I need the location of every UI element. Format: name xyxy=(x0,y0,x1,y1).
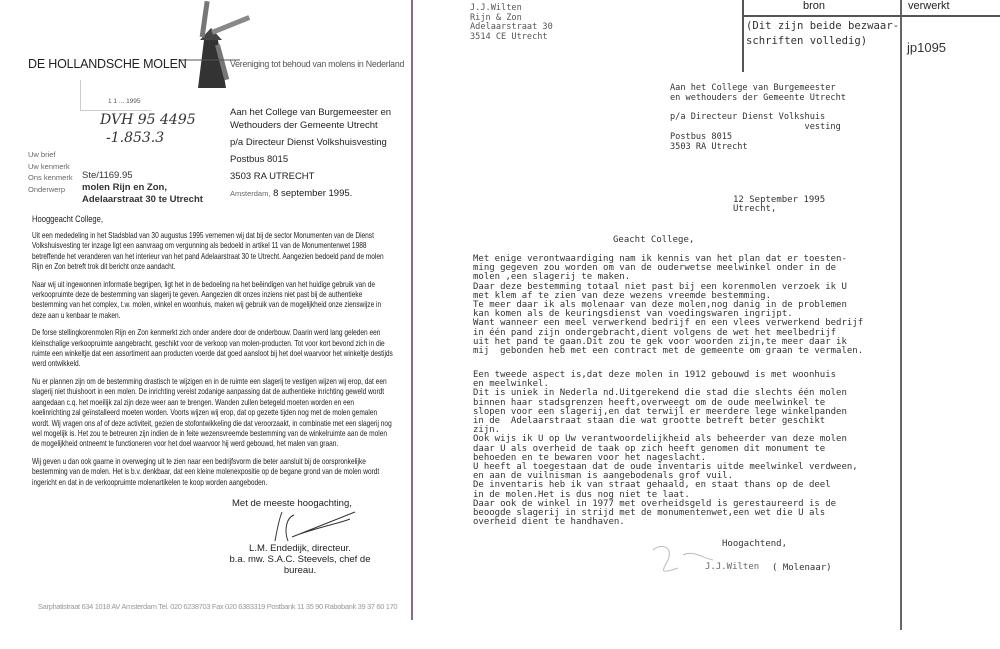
onderwerp-line-2: Adelaarstraat 30 te Utrecht xyxy=(82,194,203,205)
signatories xyxy=(215,543,385,576)
recipient-line: Postbus 8015 xyxy=(230,154,289,165)
uw-brief-label: Uw brief xyxy=(28,150,56,159)
org-name: DE HOLLANDSCHE MOLEN xyxy=(28,57,187,71)
page-edge xyxy=(411,0,413,620)
body-paragraph: De forse stellingkorenmolen Rijn en Zon kenmerkt zich onder andere door de onderbouw. Daarin werd lang geleden een kleinschalige verkoopruimte aangebracht, geschikt voor de verkoop van molen-producten. Tot voor kort bevond zich in die ruimte een winkeltje dat een assortiment aan producten voerde dat goed aansloot bij het doel waarvoor het winkeltje destijds werd ontwikkeld. xyxy=(32,328,393,369)
signature-icon xyxy=(270,509,360,543)
recipient-address xyxy=(230,107,391,184)
body-paragraph: Een tweede aspect is,dat deze molen in 1912 gebouwd is met woonhuis en meelwinkel. Dit is uniek in Nederla nd.Uitgerekend die stad die slechts één molen binnen haar stadsgrenzen heeft,overweegt om de oude meelwinkel te slopen voor een slagerij,en dat terwijl er meerdere lege winkelpanden in de Adelaarstraat staan die wat grootte betreft beter geschikt zijn. Ook wijs ik U op Uw verantwoordelijkheid als beheerder van deze molen daar U als overheid de taak op zich heeft genomen dit monument te behoeden en te bewaren voor het nageslacht. U heeft al toegestaan dat de oude inventaris uitde meelwinkel verdween, en aan de vuilnisman is aangebodenals grof vuil. De inventaris heb ik van straat gehaald, en staat thans op de deel in de molen.Het is dus nog niet te laat. Daar ook de winkel in 1977 met overheidsgeld is gerestaureerd is de beoogde slagerij in strijd met de monumentenwet,een wet die U als overheid dient te handhaven. xyxy=(473,370,858,528)
handwritten-number: -1.853.3 xyxy=(106,130,165,146)
closing: Hoogachtend, xyxy=(722,539,788,549)
ons-kenmerk-label: Ons kenmerk xyxy=(28,173,73,182)
onderwerp-label: Onderwerp xyxy=(28,185,66,194)
org-tagline: Vereniging tot behoud van molens in Nederland xyxy=(230,59,405,69)
receipt-stamp xyxy=(80,80,151,111)
place-label: Amsterdam, xyxy=(230,189,271,198)
box-divider xyxy=(900,0,902,630)
body-text xyxy=(32,214,394,488)
signature-name: J.J.Wilten xyxy=(705,562,760,572)
body-paragraph: Met enige verontwaardiging nam ik kennis van het plan dat er toesten- ming gegeven zou worden om van de ouderwetse meelwinkel onder in de molen ,een slagerij te maken. Daar deze bestemming totaal niet past bij een korenmolen verzoek ik U met klem af te zien van deze wezens vreemde bestemming. Te meer daar ik als molenaar van deze molen,nog danig in de problemen kan komen als de keuringsdienst van voedingswaren ingrijpt. Want wanneer een meel verwerkend bedrijf en een vlees verwerkend bedrijf in één pand zijn ondergebracht,dient volgens de wet het meelbedrijf uit het pand te gaan.Dit zou te gek voor woorden zijn,te meer daar ik mij gebonden heb met een contract met de gemeente om graan te vermalen. xyxy=(473,254,864,357)
body-paragraph: Naar wij uit ingewonnen informatie begrijpen, ligt het in de bedoeling na het beëindigen van het huidige gebruik van de verkoopruimte deze de bestemming van slagerij te geven. Aangezien dit onzes inziens niet past bij de authentieke bestemming van het complex, t.w. molen, winkel en woonhuis, maken wij gebruik van de mogelijkheid onze zienswijze in deze aan u kenbaar te maken. xyxy=(32,279,382,320)
signatory-chef: b.a. mw. S.A.C. Steevels, chef de bureau. xyxy=(229,553,371,576)
verwerkt-code: jp1095 xyxy=(907,40,947,55)
handwritten-reference: DVH 95 4495 xyxy=(100,112,196,128)
closing: Met de meeste hoogachting, xyxy=(232,497,352,509)
ons-kenmerk-value: Ste/1169.95 xyxy=(82,170,133,181)
signatory-director: L.M. Endedijk, directeur. xyxy=(249,542,351,554)
date-value: 8 september 1995. xyxy=(273,188,353,199)
column-verwerkt: verwerkt xyxy=(908,0,950,12)
archive-note: (Dit zijn beide bezwaar- schriften volledig) xyxy=(746,20,900,47)
stamp-date: 1 1 ... 1995 xyxy=(108,98,141,105)
box-divider xyxy=(742,0,744,72)
letter-date: 12 September 1995 Utrecht, xyxy=(733,195,826,215)
uw-kenmerk-label: Uw kenmerk xyxy=(28,162,70,171)
body-paragraph: Wij geven u dan ook gaarne in overweging uit te zien naar een bedrijfsvorm die beter aansluit bij de oorspronkelijke bestemming van de molen. Het is b.v. denkbaar, dat een kleine molenexpositie op de begane grond van de molen wordt ingericht en dat in de verkoopruimte molenartikelen te koop worden aangeboden. xyxy=(32,456,380,487)
letterhead-footer: Sarphatistraat 634 1018 AV Amsterdam Tel. 020 6238703 Fax 020 6383319 Postbank 11 35 90 Rabobank 39 37 60 170 xyxy=(38,602,398,611)
letter-body xyxy=(32,214,394,576)
onderwerp-line-1: molen Rijn en Zon, xyxy=(82,182,167,193)
recipient-line: Wethouders der Gemeente Utrecht xyxy=(230,120,378,131)
box-divider xyxy=(742,15,1000,17)
recipient-line: 3503 RA UTRECHT xyxy=(230,171,315,182)
signature-role: ( Molenaar) xyxy=(772,563,832,573)
recipient-line: Aan het College van Burgemeester en xyxy=(230,107,392,118)
letter-date xyxy=(230,188,352,199)
sender-address: J.J.Wilten Rijn & Zon Adelaarstraat 30 3514 CE Utrecht xyxy=(470,3,553,42)
column-bron: bron xyxy=(803,0,826,12)
salutation: Geacht College, xyxy=(613,235,695,245)
recipient-line: p/a Directeur Dienst Volkshuisvesting xyxy=(230,137,387,148)
signature-icon xyxy=(648,540,718,580)
body-paragraph: Uit een mededeling in het Stadsblad van 30 augustus 1995 vernemen wij dat bij de sector Monumenten van de Dienst Volkshuisvesting ter inzage ligt een aanvraag om vergunning als bedoeld in artikel 11 van de Monumentenwet 1988 betreffende het veranderen van het interieur van het pand Adelaarstraat 30 te Utrecht. Aangezien bedoeld pand de molen Rijn en Zon betreft trok dit bericht onze aandacht. xyxy=(32,231,384,272)
body-paragraph: Nu er plannen zijn om de bestemming drastisch te wijzigen en in de ruimte een slagerij te vestigen wijzen wij erop, dat een slagerij niet thuishoort in een molen. De inrichting vereist zodanige aanpassing dat de authentieke inrichting geweld wordt aangedaan c.q. het moeilijk zal zijn deze weer aan te brengen. Wanden zullen betegeld moeten worden en een koelinrichting zal geïnstalleerd moeten worden. Voorts wijzen wij erop, dat op gezette tijden nog met de molen gemalen wordt. Wij vragen ons af of deze activiteit, gezien de stofontwikkeling die dat veroorzaakt, in combinatie met een slagerij nog wel mogelijk is. Het zou te betreuren zijn indien de in feite wezensvreemde bestemming van de winkelruimte aan de molen de mogelijkheid ontneemt te functioneren voor het doel waarvoor hij werd gebouwd, het malen van graan. xyxy=(32,376,392,449)
windmill-logo-icon xyxy=(170,0,250,88)
salutation: Hooggeacht College, xyxy=(32,214,103,225)
recipient-address: Aan het College van Burgemeester en wethouders der Gemeente Utrecht p/a Directeur Dienst Volkshuis vesting Postbus 8015 3503 RA Utrecht xyxy=(670,83,846,152)
